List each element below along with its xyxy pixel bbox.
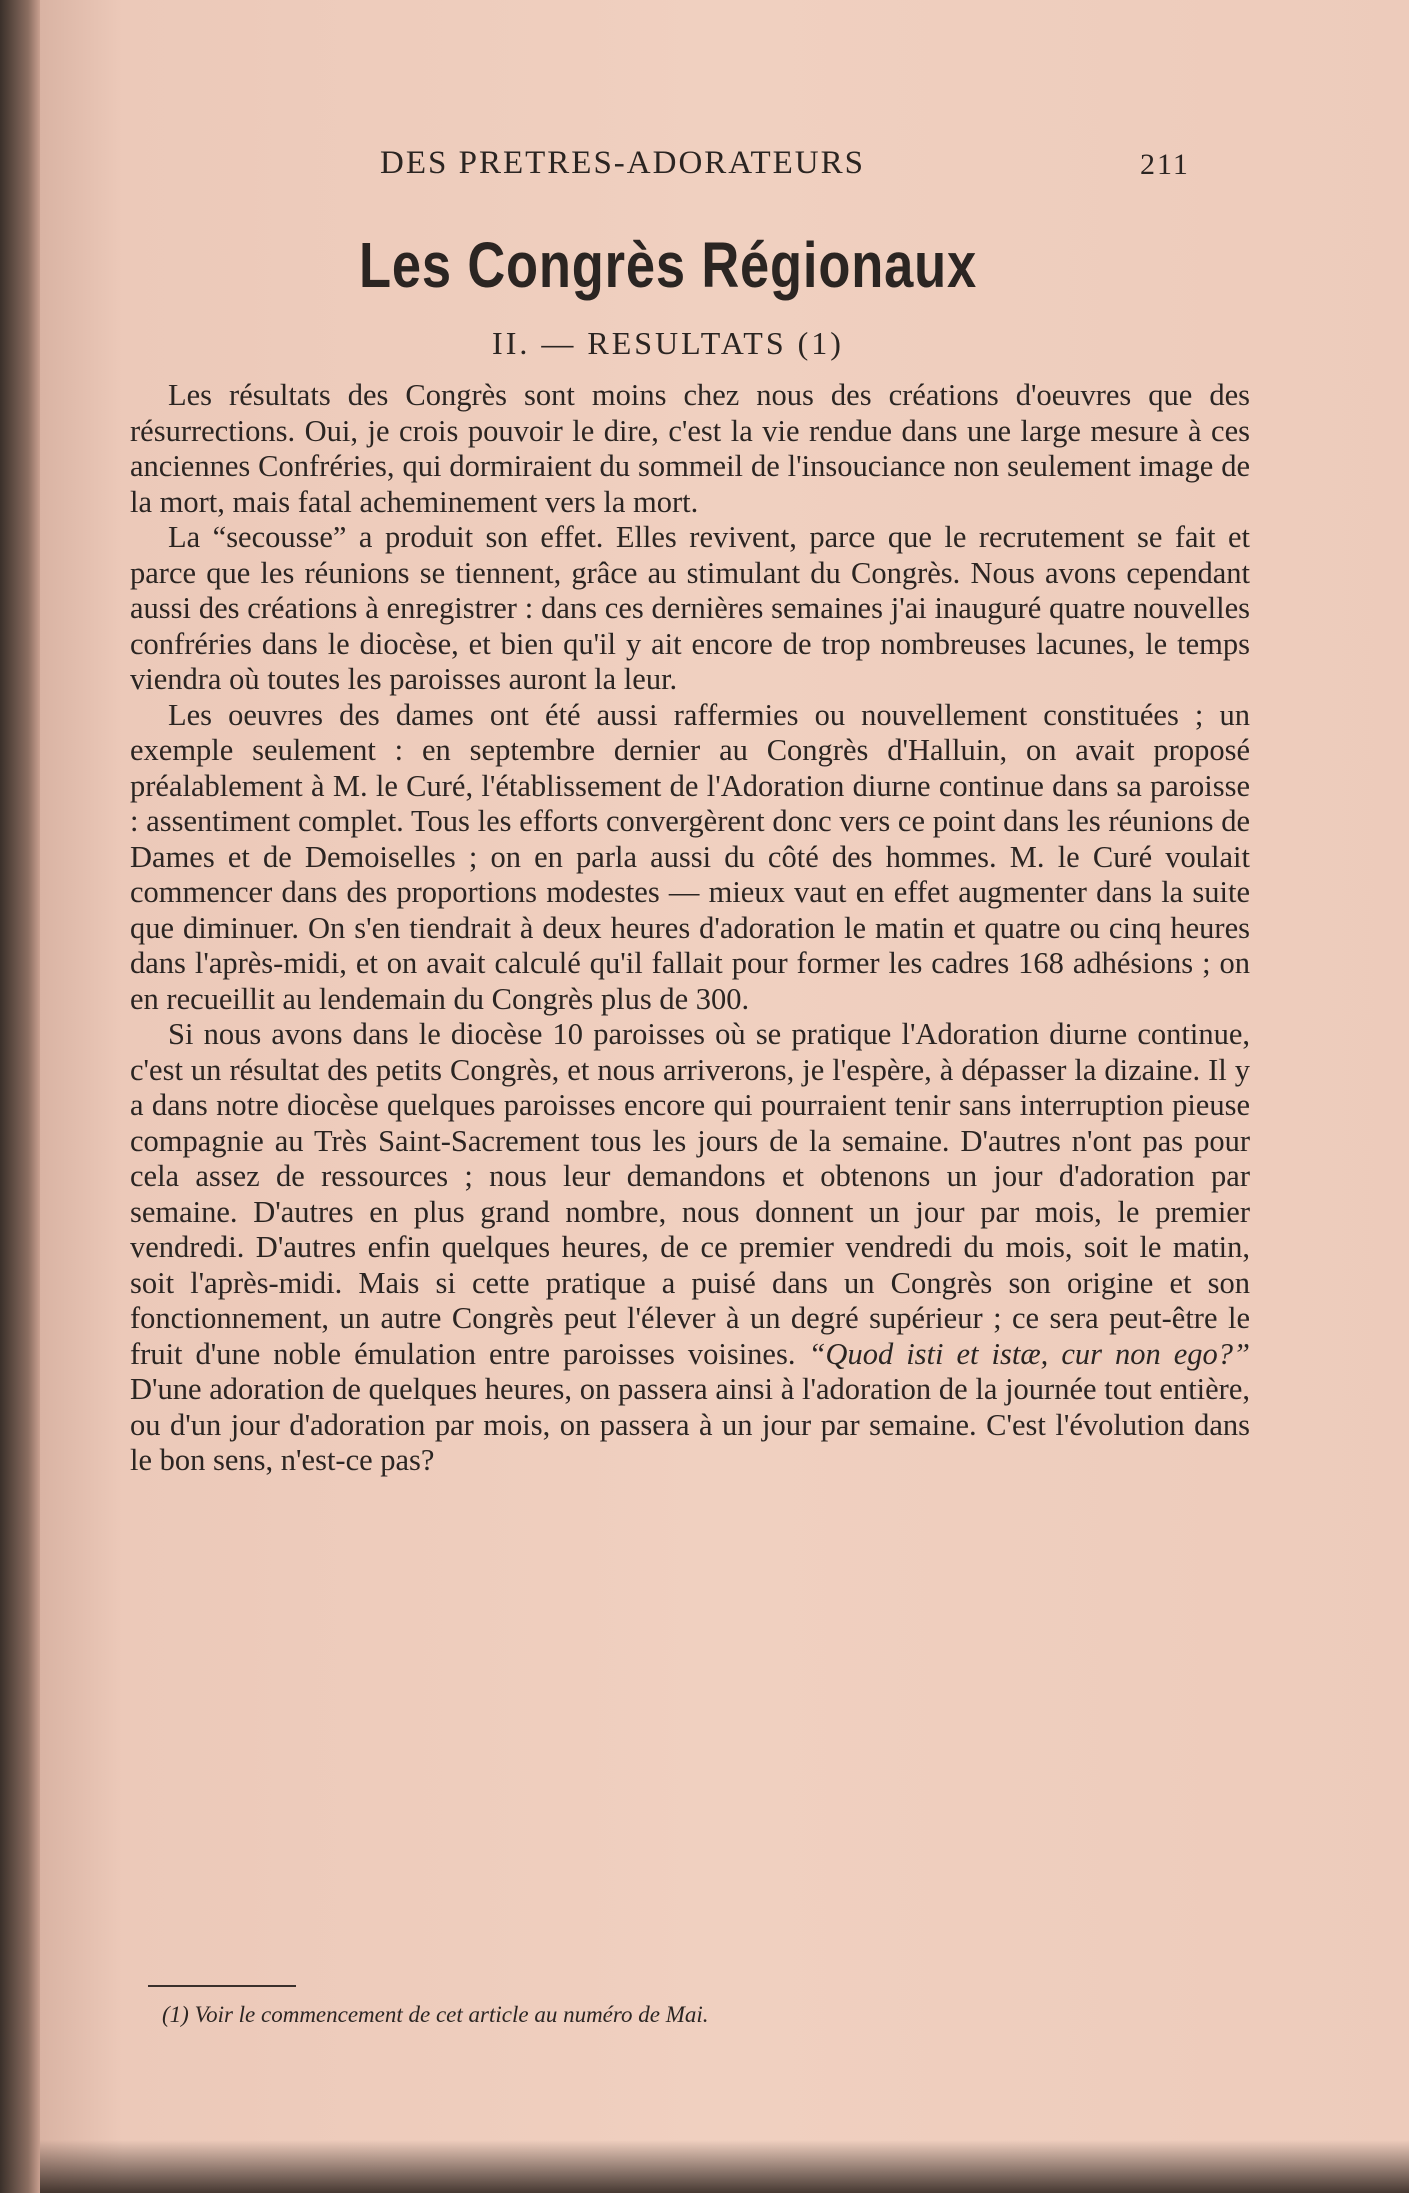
page-bottom-shadow <box>40 2140 1409 2193</box>
paragraph-4-text-a: Si nous avons dans le diocèse 10 paroisses où se pratique l'Adoration diurne continue, c'est un résultat des petits Congrès, et nous arriverons, je l'espère, à dépasser la dizaine. Il y a dans notre diocèse quelques paroisses encore qui pourraient tenir sans interruption pieuse compagnie au Très Saint-Sacrement tous les jours de la semaine. D'autres n'ont pas pour cela assez de ressources ; nous leur demandons et obtenons un jour d'adoration par semaine. D'autres en plus grand nombre, nous donnent un jour par mois, le premier vendredi. D'autres enfin quelques heures, de ce premier vendredi du mois, soit le matin, soit l'après-midi. Mais si cette pratique a puisé dans un Congrès son origine et son fonctionnement, un autre Congrès peut l'élever à un degré supérieur ; ce sera peut-être le fruit d'une noble émulation entre paroisses voisines. <box>130 1017 1250 1371</box>
paragraph-4-text-b: D'une adoration de quelques heures, on passera ainsi à l'adoration de la journée tout entière, ou d'un jour d'adoration par mois, on passera à un jour par semaine. C'est l'évolution dans le bon sens, n'est-ce pas? <box>130 1372 1250 1477</box>
footnote-rule <box>148 1985 296 1987</box>
paragraph-3: Les oeuvres des dames ont été aussi raffermies ou nouvellement constituées ; un exemple seulement : en septembre dernier au Congrès d'Halluin, on avait proposé préalablement à M. le Curé, l'établissement de l'Adoration diurne continue dans sa paroisse : assentiment complet. Tous les efforts convergèrent donc vers ce point dans les réunions de Dames et de Demoiselles ; on en parla aussi du côté des hommes. M. le Curé voulait commencer dans des proportions modestes — mieux vaut en effet augmenter dans la suite que diminuer. On s'en tiendrait à deux heures d'adoration le matin et quatre ou cinq heures dans l'après-midi, et on avait calculé qu'il fallait pour former les cadres 168 adhésions ; on en recueillit au lendemain du Congrès plus de 300. <box>130 697 1250 1016</box>
article-title: Les Congrès Régionaux <box>359 229 977 301</box>
book-gutter-shadow <box>0 0 40 2193</box>
section-subtitle: II. — RESULTATS (1) <box>492 325 844 361</box>
page-number: 211 <box>1140 148 1190 181</box>
running-title: DES PRETRES-ADORATEURS <box>380 145 865 181</box>
paragraph-2: La “secousse” a produit son effet. Elles revivent, parce que le recrutement se fait et parce que les réunions se tiennent, grâce au stimulant du Congrès. Nous avons cependant aussi des créations à enregistrer : dans ces dernières semaines j'ai inauguré quatre nouvelles confréries dans le diocèse, et bien qu'il y ait encore de trop nombreuses lacunes, le temps viendra où toutes les paroisses auront la leur. <box>130 520 1250 696</box>
latin-quote: “Quod isti et istæ, cur non ego?” <box>808 1336 1250 1371</box>
book-page <box>40 0 1409 2193</box>
paragraph-1: Les résultats des Congrès sont moins chez nous des créations d'oeuvres que des résurrections. Oui, je crois pouvoir le dire, c'est la vie rendue dans une large mesure à ces anciennes Confréries, qui dormiraient du sommeil de l'insouciance non seulement image de la mort, mais fatal acheminement vers la mort. <box>130 378 1250 519</box>
article-body <box>130 378 1250 1479</box>
paragraph-4 <box>130 1017 1250 1479</box>
footnote: (1) Voir le commencement de cet article au numéro de Mai. <box>162 2002 709 2027</box>
